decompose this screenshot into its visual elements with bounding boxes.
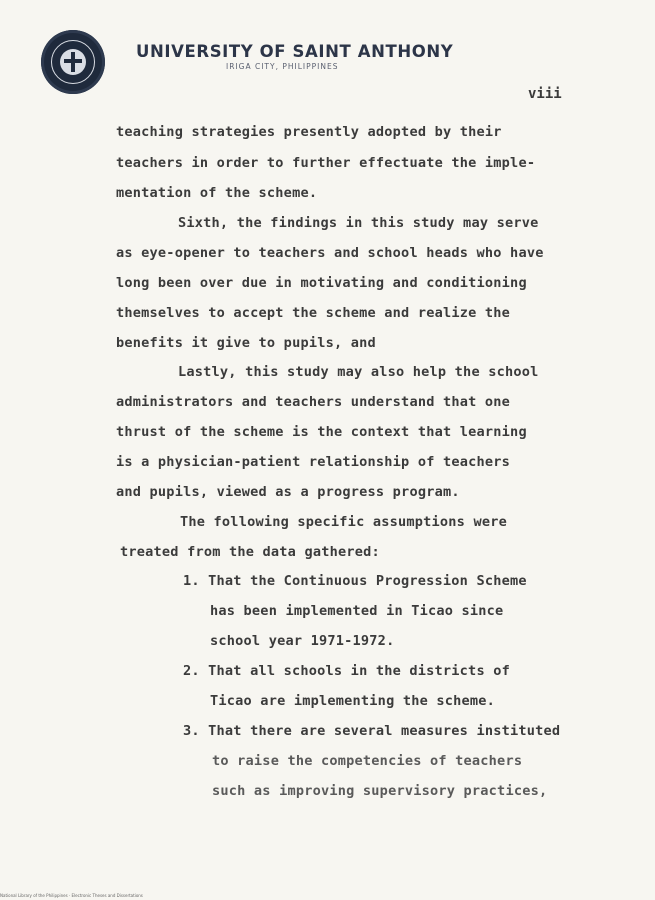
assumption-item-cont: has been implemented in Ticao since bbox=[210, 603, 504, 619]
assumption-item: 2. That all schools in the districts of bbox=[183, 663, 510, 679]
body-line: is a physician-patient relationship of teachers bbox=[116, 454, 511, 470]
body-line: benefits it give to pupils, and bbox=[116, 335, 376, 351]
body-line: as eye-opener to teachers and school heads who have bbox=[116, 245, 544, 261]
body-line: teachers in order to further effectuate the imple- bbox=[116, 155, 536, 171]
body-line: mentation of the scheme. bbox=[116, 185, 318, 201]
body-line: The following specific assumptions were bbox=[180, 514, 507, 530]
body-line: themselves to accept the scheme and realize the bbox=[116, 305, 511, 321]
university-seal-logo bbox=[41, 30, 105, 94]
body-line: Sixth, the findings in this study may serve bbox=[178, 215, 539, 231]
university-city: IRIGA CITY, PHILIPPINES bbox=[226, 62, 339, 71]
body-line: Lastly, this study may also help the school bbox=[178, 364, 539, 380]
body-line: administrators and teachers understand that one bbox=[116, 394, 511, 410]
assumption-item: 1. That the Continuous Progression Scheme bbox=[183, 573, 527, 589]
assumption-item-cont: to raise the competencies of teachers bbox=[212, 753, 523, 769]
assumption-item-cont: such as improving supervisory practices, bbox=[212, 783, 548, 799]
footer-note: National Library of the Philippines · Electronic Theses and Dissertations bbox=[0, 893, 143, 898]
body-line: treated from the data gathered: bbox=[120, 544, 380, 560]
assumption-item-cont: Ticao are implementing the scheme. bbox=[210, 693, 496, 709]
body-line: and pupils, viewed as a progress program. bbox=[116, 484, 460, 500]
page-number: viii bbox=[528, 86, 562, 102]
body-line: teaching strategies presently adopted by their bbox=[116, 124, 502, 140]
body-line: long been over due in motivating and conditioning bbox=[116, 275, 527, 291]
body-line: thrust of the scheme is the context that learning bbox=[116, 424, 527, 440]
assumption-item: 3. That there are several measures instituted bbox=[183, 723, 561, 739]
assumption-item-cont: school year 1971-1972. bbox=[210, 633, 395, 649]
university-name: UNIVERSITY OF SAINT ANTHONY bbox=[136, 42, 454, 61]
